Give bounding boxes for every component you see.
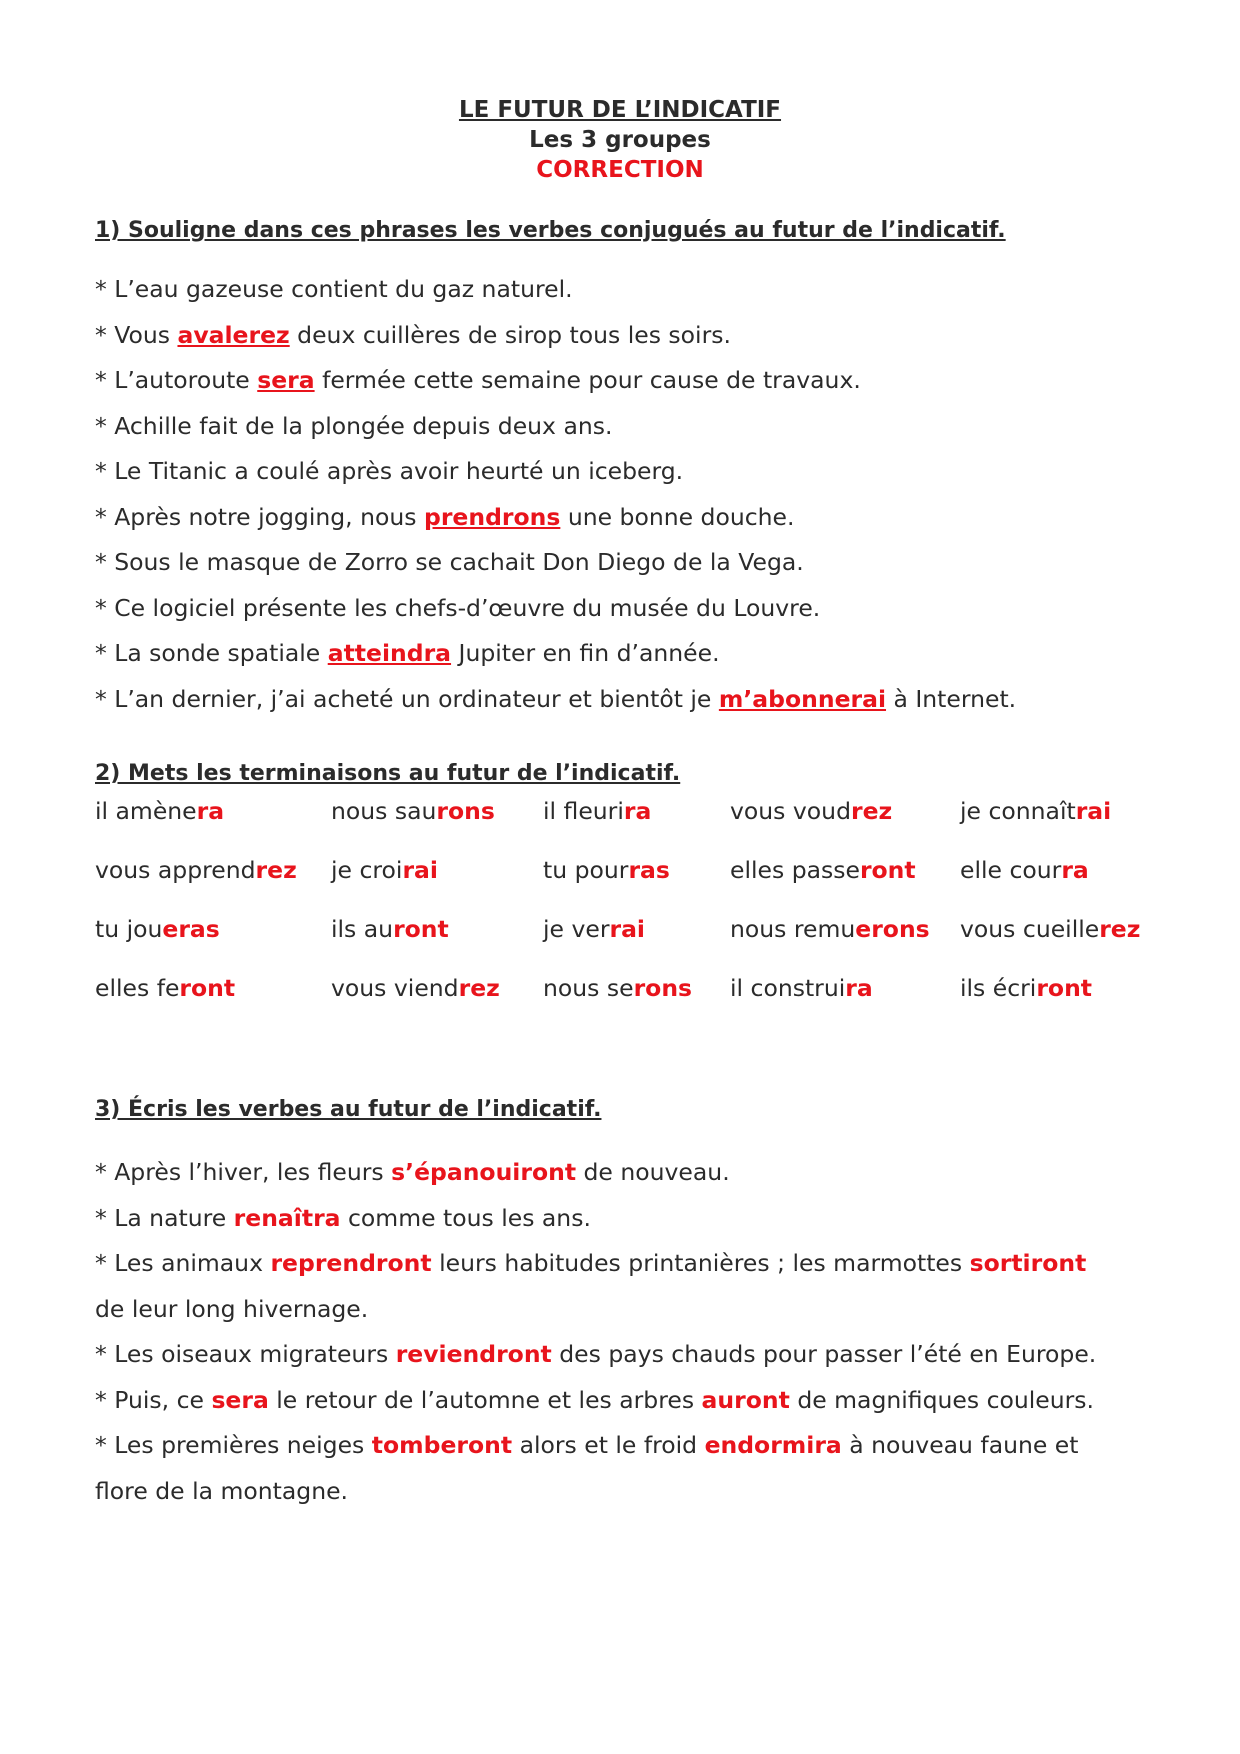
paragraph-6: * Les premières neiges tomberont alors et le froid endormira à nouveau faune et flore de la montagne. [95, 1431, 1079, 1505]
conjugation-cell: il fleurira [543, 797, 652, 825]
answer-verb: sera [211, 1385, 269, 1414]
paragraph-5: * Puis, ce sera le retour de l’automne et les arbres auront de magnifiques couleurs. [95, 1385, 1095, 1414]
conjugation-cell: il amènera [95, 797, 225, 825]
answer-verb: renaîtra [233, 1203, 341, 1232]
conjugation-cell: elles feront [95, 974, 236, 1002]
paragraph-1: * Après l’hiver, les fleurs s’épanouiront de nouveau. [95, 1158, 730, 1186]
conjugation-cell: ils écriront [960, 974, 1093, 1002]
conjugation-cell: vous viendrez [331, 974, 500, 1002]
exercise-1-sentences [95, 272, 1155, 727]
sentence-7: * Sous le masque de Zorro se cachait Don Diego de la Vega. [95, 548, 804, 576]
conjugation-cell: vous apprendrez [95, 856, 297, 884]
sentence-8: * Ce logiciel présente les chefs-d’œuvre du musée du Louvre. [95, 593, 821, 622]
paragraph-4: * Les oiseaux migrateurs reviendront des pays chauds pour passer l’été en Europe. [95, 1340, 1097, 1368]
sentence-1: * L’eau gazeuse contient du gaz naturel. [95, 275, 573, 303]
sentence-4: * Achille fait de la plongée depuis deux ans. [95, 411, 613, 440]
answer-verb: reviendront [395, 1340, 552, 1368]
answer-verb: m’abonnerai [718, 684, 887, 713]
conjugation-cell: vous voudrez [730, 797, 893, 825]
conjugation-cell: nous saurons [331, 797, 495, 825]
conjugation-cell: nous remuerons [730, 915, 930, 943]
conjugation-cell: ils auront [331, 915, 449, 943]
answer-verb: tomberont [371, 1431, 513, 1459]
answer-verb: endormira [704, 1431, 842, 1459]
answer-verb: s’épanouiront [391, 1158, 577, 1186]
conjugation-cell: je verrai [543, 915, 645, 943]
sentence-9: * La sonde spatiale atteindra Jupiter en fin d’année. [95, 639, 720, 667]
conjugation-cell: vous cueillerez [960, 915, 1141, 943]
answer-verb: sera [257, 366, 315, 394]
conjugation-cell: je croirai [331, 856, 438, 884]
exercise-2-title: 2) Mets les terminaisons au futur de l’indicatif. [95, 761, 681, 786]
document-title: LE FUTUR DE L’INDICATIF [458, 97, 782, 123]
exercise-1-title: 1) Souligne dans ces phrases les verbes conjugués au futur de l’indicatif. [95, 218, 1006, 243]
conjugation-cell: tu joueras [95, 915, 220, 943]
sentence-3: * L’autoroute sera fermée cette semaine pour cause de travaux. [95, 366, 861, 394]
exercise-3-sentences [95, 1150, 1155, 1514]
conjugation-cell: elle courra [960, 856, 1089, 884]
sentence-5: * Le Titanic a coulé après avoir heurté un iceberg. [95, 457, 684, 485]
document-header [0, 95, 1240, 185]
sentence-2: * Vous avalerez deux cuillères de sirop tous les soirs. [95, 320, 731, 349]
answer-verb: prendrons [424, 502, 561, 531]
conjugation-cell: nous serons [543, 974, 693, 1002]
conjugation-cell: il construira [730, 974, 873, 1002]
document-subtitle: Les 3 groupes [529, 127, 711, 153]
answer-verb: reprendront [270, 1249, 432, 1277]
answer-verb: atteindra [327, 639, 452, 667]
conjugation-cell: tu pourras [543, 856, 670, 884]
conjugation-cell: elles passeront [730, 856, 916, 884]
conjugation-cell: je connaîtrai [960, 797, 1112, 825]
answer-verb: sortiront [969, 1249, 1087, 1277]
exercise-3-title: 3) Écris les verbes au futur de l’indicatif. [95, 1097, 602, 1122]
sentence-6: * Après notre jogging, nous prendrons une bonne douche. [95, 502, 795, 531]
paragraph-2: * La nature renaîtra comme tous les ans. [95, 1203, 591, 1232]
answer-verb: avalerez [177, 320, 290, 349]
sentence-10: * L’an dernier, j’ai acheté un ordinateur et bientôt je m’abonnerai à Internet. [95, 684, 1017, 713]
correction-label: CORRECTION [536, 157, 704, 183]
answer-verb: auront [701, 1385, 790, 1414]
paragraph-3: * Les animaux reprendront leurs habitudes printanières ; les marmottes sortiront de leur long hivernage. [95, 1249, 1087, 1323]
